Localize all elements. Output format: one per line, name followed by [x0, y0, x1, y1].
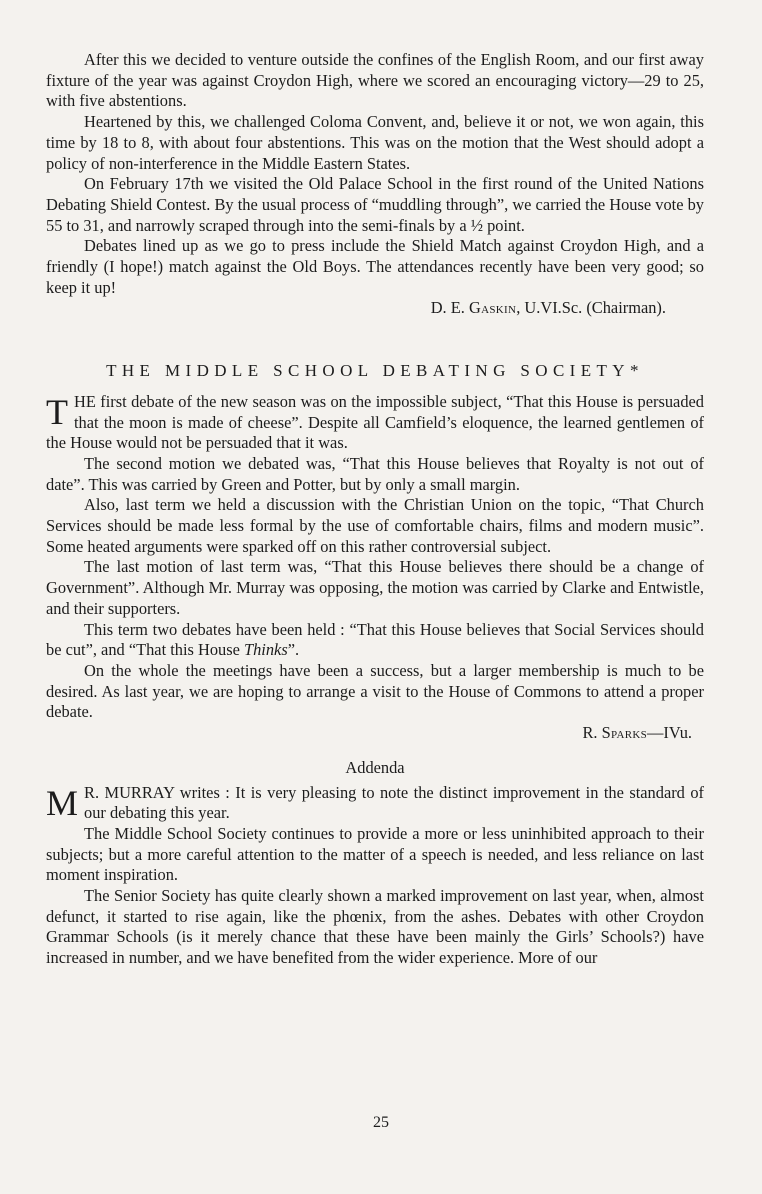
first-paragraph	[46, 392, 704, 454]
signature-rest: —IVu.	[647, 723, 692, 743]
drop-cap: M	[46, 782, 79, 823]
paragraph: Heartened by this, we challenged Coloma Convent, and, believe it or not, we won again, this time by 18 to 8, with about four abstentions. This was on the motion that the West should adopt a policy of non-interference in the Middle Eastern States.	[46, 112, 704, 173]
section-heading: THE MIDDLE SCHOOL DEBATING SOCIETY*	[106, 361, 644, 381]
page-number: 25	[373, 1114, 389, 1131]
paragraph: Also, last term we held a discussion with the Christian Union on the topic, “That Church Services should be made less formal by the use of comfortable chairs, films and modern music”. Some heated arguments were sparked off on this rather controversial subject.	[46, 495, 704, 556]
signature-initials: D. E.	[430, 298, 465, 318]
paragraph: Debates lined up as we go to press include the Shield Match against Croydon High, and a friendly (I hope!) match against the Old Boys. The attendances recently have been very good; so keep it up!	[46, 236, 704, 297]
paragraph: The second motion we debated was, “That this House believes that Royalty is not out of date”. This was carried by Green and Potter, but by only a small margin.	[46, 453, 704, 494]
document-page	[46, 50, 704, 969]
signature-rest: , U.VI.Sc. (Chairman).	[516, 298, 666, 318]
paragraph-text: ”.	[287, 640, 300, 660]
paragraph: On the whole the meetings have been a success, but a larger membership is much to be desired. As last year, we are hoping to arrange a visit to the House of Commons to attend a proper debate.	[46, 660, 704, 722]
paragraph-text: R. MURRAY writes : It is very pleasing to note the distinct improvement in the standard of our debating this year.	[84, 782, 704, 823]
paragraph: The last motion of last term was, “That this House believes there should be a change of Government”. Although Mr. Murray was opposing, the motion was carried by Clarke and Entwistle, and their supporters.	[46, 557, 704, 618]
drop-cap: T	[46, 391, 68, 432]
addenda-section	[46, 783, 704, 969]
paragraph	[46, 620, 704, 661]
paragraph-text: This term two debates have been held : “That this House believes that Social Services should be cut”, and “That this House	[46, 619, 704, 660]
paragraph: After this we decided to venture outside the confines of the English Room, and our first away fixture of the year was against Croydon High, where we scored an encouraging victory—29 to 25, with five abstentions.	[46, 50, 704, 111]
paragraph: On February 17th we visited the Old Palace School in the first round of the United Nations Debating Shield Contest. By the usual process of “muddling through”, we carried the House vote by 55 to 31, and narrowly scraped through into the semi-finals by a ½ point.	[46, 174, 704, 235]
signature-name: Sparks	[601, 723, 647, 743]
addenda-title: Addenda	[345, 757, 405, 777]
paragraph: The Senior Society has quite clearly shown a marked improvement on last year, when, almost defunct, it started to rise again, like the phœnix, from the ashes. Debates with other Croydon Grammar Schools (is it merely chance that these have been mainly the Girls’ Schools?) have increased in number, and we have benefited from the wider experience. More of our	[46, 886, 704, 968]
signature	[46, 298, 704, 319]
signature	[46, 723, 704, 744]
top-section	[46, 50, 704, 319]
first-paragraph	[46, 783, 704, 824]
paragraph: The Middle School Society continues to provide a more or less uninhibited approach to their subjects; but a more careful attention to the matter of a speech is needed, and less reliance on last moment inspiration.	[46, 823, 704, 885]
signature-name: Gaskin	[468, 298, 517, 318]
italic-text: Thinks	[244, 640, 288, 660]
middle-school-section	[46, 392, 704, 744]
signature-initial: R.	[582, 723, 598, 743]
paragraph-text: HE first debate of the new season was on the impossible subject, “That this House is persuaded that the moon is made of cheese”. Despite all Camfield’s eloquence, the learned gentlemen of the House would not be persuaded that it was.	[46, 391, 704, 453]
